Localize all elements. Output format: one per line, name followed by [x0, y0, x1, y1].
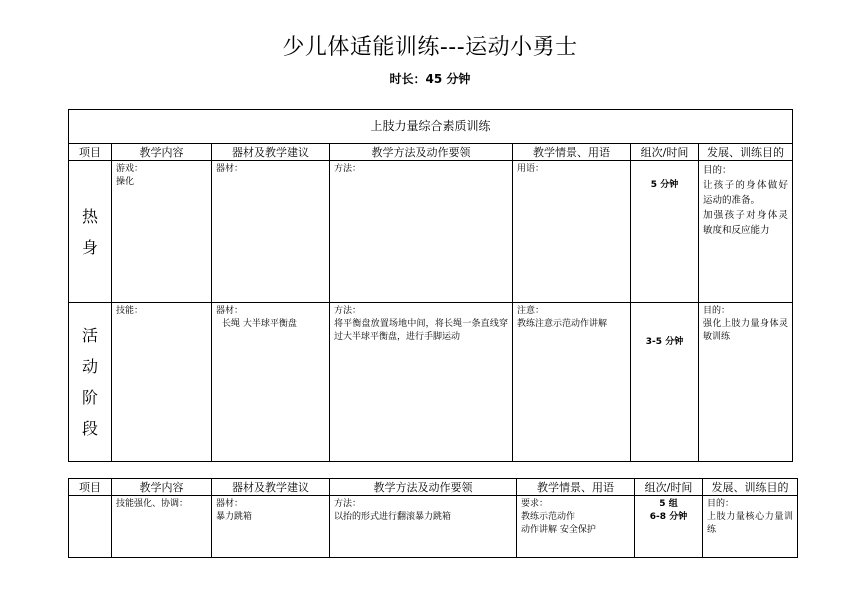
header-equipment: 器材及教学建议 — [212, 479, 330, 496]
table-header-row — [69, 479, 798, 496]
stage-cell — [69, 496, 112, 558]
header-goal: 发展、训练目的 — [703, 479, 798, 496]
method-cell: 方法： 以抬的形式进行翻滚暴力跳箱 — [330, 496, 517, 558]
time-cell: 3-5 分钟 — [631, 303, 699, 462]
page-title: 少儿体适能训练---运动小勇士 — [282, 35, 578, 60]
header-goal: 发展、训练目的 — [699, 144, 793, 161]
goal-cell: 目的： 强化上肢力量身体灵敏训练 — [699, 303, 793, 462]
stage-activity: 活 动 阶 段 — [69, 303, 112, 462]
header-equipment: 器材及教学建议 — [212, 144, 330, 161]
scenario-cell: 用语： — [513, 161, 631, 303]
header-content: 教学内容 — [112, 144, 212, 161]
table-row-activity — [69, 303, 793, 462]
content-cell: 技能强化、协调： — [112, 496, 212, 558]
lesson-plan-table — [68, 109, 793, 462]
lesson-plan-table-continued — [68, 478, 798, 558]
header-item: 项目 — [69, 144, 112, 161]
header-item: 项目 — [69, 479, 112, 496]
time-cell: 5 分钟 — [631, 161, 699, 303]
header-method: 教学方法及动作要领 — [330, 479, 517, 496]
content-cell: 技能： — [112, 303, 212, 462]
header-scenario: 教学情景、用语 — [517, 479, 635, 496]
scenario-cell: 注意： 教练注意示范动作讲解 — [513, 303, 631, 462]
header-method: 教学方法及动作要领 — [330, 144, 513, 161]
content-cell: 游戏： 操化 — [112, 161, 212, 303]
header-content: 教学内容 — [112, 479, 212, 496]
table-banner: 上肢力量综合素质训练 — [69, 110, 793, 144]
header-time: 组次/时间 — [635, 479, 703, 496]
table-row-skill — [69, 496, 798, 558]
header-scenario: 教学情景、用语 — [513, 144, 631, 161]
method-cell: 方法： — [330, 161, 513, 303]
goal-cell: 目的： 让孩子的身体做好运动的准备。 加强孩子对身体灵敏度和反应能力 — [699, 161, 793, 303]
goal-cell: 目的： 上肢力量核心力量训练 — [703, 496, 798, 558]
stage-warmup: 热 身 — [69, 161, 112, 303]
equipment-cell: 器材： 暴力跳箱 — [212, 496, 330, 558]
equipment-cell: 器材： 长绳 大半球平衡盘 — [212, 303, 330, 462]
time-cell: 5 组 6-8 分钟 — [635, 496, 703, 558]
duration-label: 时长：45 分钟 — [389, 72, 471, 86]
scenario-cell: 要求： 教练示范动作 动作讲解 安全保护 — [517, 496, 635, 558]
header-time: 组次/时间 — [631, 144, 699, 161]
method-cell: 方法： 将平衡盘放置场地中间，将长绳一条直线穿过大半球平衡盘，进行手脚运动 — [330, 303, 513, 462]
table-row-warmup — [69, 161, 793, 303]
equipment-cell: 器材： — [212, 161, 330, 303]
table-header-row — [69, 144, 793, 161]
